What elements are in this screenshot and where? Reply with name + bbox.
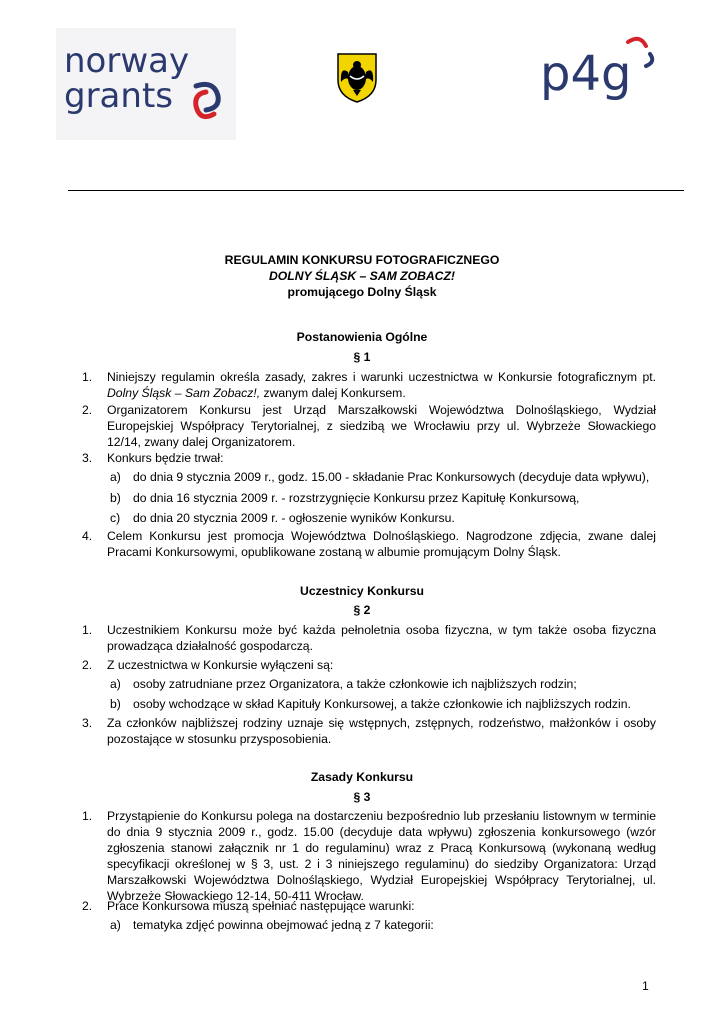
list-item xyxy=(82,808,656,904)
list-item xyxy=(82,657,656,673)
item-number: 1. xyxy=(82,809,93,823)
item-number: 2. xyxy=(82,658,93,672)
section-heading-rules: Zasady Konkursu xyxy=(310,770,414,784)
page-number: 1 xyxy=(642,979,649,993)
item-text: Prace Konkursowa muszą spełniać następujące warunki: xyxy=(107,899,415,913)
title-line-3: promującego Dolny Śląsk xyxy=(287,285,437,299)
document-title xyxy=(0,252,724,300)
svg-text:grants: grants xyxy=(64,76,173,116)
list-item xyxy=(82,898,656,914)
list-item xyxy=(82,528,656,560)
item-text: Z uczestnictwa w Konkursie wyłączeni są: xyxy=(107,658,334,672)
sub-item: c) do dnia 20 stycznia 2009 r. - ogłoszenie wyników Konkursu. xyxy=(110,511,455,525)
norway-grants-logo xyxy=(56,28,236,140)
sub-item: b) do dnia 16 stycznia 2009 r. - rozstrzygnięcie Konkursu przez Kapitułę Konkursową, xyxy=(110,491,580,505)
item-text: Niniejszy regulamin określa zasady, zakres i warunki uczestnictwa w Konkursie fotograficznym pt. Dolny Śląsk – Sam Zobacz!, zwanym dalej Konkursem. xyxy=(107,370,656,400)
paragraph-mark-1: § 1 xyxy=(353,350,371,364)
item-number: 1. xyxy=(82,623,93,637)
sub-item: a) do dnia 9 stycznia 2009 r., godz. 15.00 - składanie Prac Konkursowych (decyduje data wpływu), xyxy=(110,470,650,484)
paragraph-mark-3: § 3 xyxy=(353,790,371,804)
paragraph-mark-2: § 2 xyxy=(353,603,371,617)
item-text: Przystąpienie do Konkursu polega na dostarczeniu bezpośrednio lub przesłaniu listownym w terminie do dnia 9 stycznia 2009 r., godz. 15.00 (decyduje data wpływu) zgłoszenia konkursowego (wzór zgłoszenia stanowi załącznik nr 1 do regulaminu) wraz z Pracą Konkursową (wykonaną według specyfikacji określonej w § 3, ust. 2 i 3 niniejszego regulaminu) do siedziby Organizatora: Urząd Marszałkowski Województwa Dolnośląskiego, Wydział Europejskiej Współpracy Terytorialnej, ul. Wybrzeże Słowackiego 12-14, 50-411 Wrocław. xyxy=(107,809,656,903)
sub-item: a) tematyka zdjęć powinna obejmować jedną z 7 kategorii: xyxy=(110,918,434,932)
item-number: 1. xyxy=(82,370,93,384)
item-text: Celem Konkursu jest promocja Województwa Dolnośląskiego. Nagrodzone zdjęcia, zwane dalej Pracami Konkursowymi, opublikowane zostaną w albumie promującym Dolny Śląsk. xyxy=(107,529,656,559)
sub-item: a) osoby zatrudniane przez Organizatora, a także członkowie ich najbliższych rodzin; xyxy=(110,677,577,691)
title-line-1: REGULAMIN KONKURSU FOTOGRAFICZNEGO xyxy=(224,253,500,267)
header-divider xyxy=(68,190,684,191)
coat-of-arms-icon xyxy=(336,52,378,104)
title-line-2: DOLNY ŚLĄSK – SAM ZOBACZ! xyxy=(269,269,455,283)
item-text: Za członków najbliższej rodziny uznaje się wstępnych, zstępnych, rodzeństwo, małżonków i osoby pozostające w stosunku przysposobienia. xyxy=(107,716,656,746)
list-item xyxy=(82,715,656,747)
item-number: 2. xyxy=(82,899,93,913)
item-number: 3. xyxy=(82,451,93,465)
svg-text:p4g: p4g xyxy=(540,46,632,102)
sub-item: b) osoby wchodzące w skład Kapituły Konkursowej, a także członkowie ich najbliższych rodzin. xyxy=(110,697,631,711)
list-item xyxy=(82,369,656,401)
list-item xyxy=(82,402,656,450)
list-item xyxy=(82,450,656,466)
section-heading-general: Postanowienia Ogólne xyxy=(296,330,428,344)
item-number: 3. xyxy=(82,716,93,730)
item-text: Konkurs będzie trwał: xyxy=(107,451,224,465)
svg-text:norway: norway xyxy=(64,41,190,81)
p4g-logo xyxy=(536,32,660,112)
section-heading-participants: Uczestnicy Konkursu xyxy=(300,584,424,598)
document-header xyxy=(0,0,724,140)
item-text: Organizatorem Konkursu jest Urząd Marszałkowski Województwa Dolnośląskiego, Wydział Europejskiej Współpracy Terytorialnej, z siedzibą we Wrocławiu przy ul. Wybrzeże Słowackiego 12/14, zwany dalej Organizatorem. xyxy=(107,403,656,449)
item-number: 4. xyxy=(82,529,93,543)
list-item xyxy=(82,622,656,654)
item-text: Uczestnikiem Konkursu może być każda pełnoletnia osoba fizyczna, w tym także osoba fizyczna prowadząca działalność gospodarczą. xyxy=(107,623,656,653)
item-number: 2. xyxy=(82,403,93,417)
